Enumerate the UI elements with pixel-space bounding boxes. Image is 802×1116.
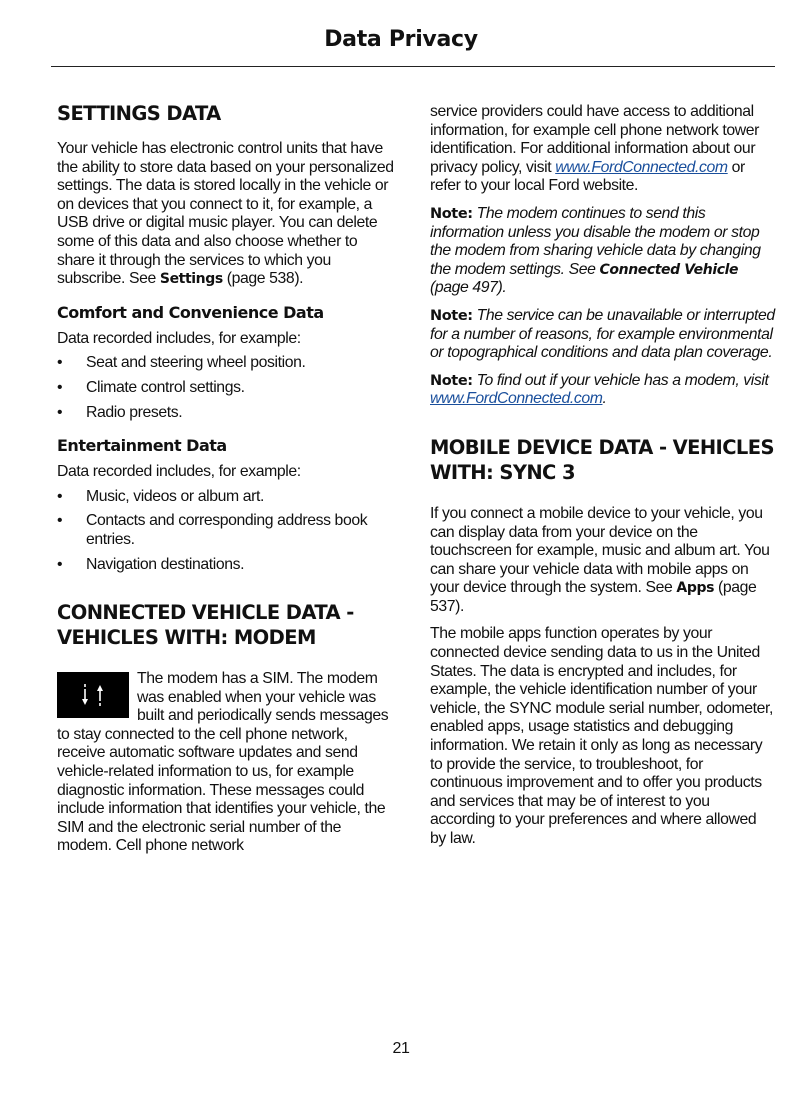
bullet: •	[57, 403, 63, 421]
note-modem-continues: Note: The modem continues to send this information unless you disable the modem or stop the modem from sharing vehicle data by changing the modem settings. See Connected Vehicle (page 497).	[430, 204, 761, 297]
bullet: •	[57, 512, 63, 530]
entertainment-heading: Entertainment Data	[57, 436, 227, 456]
apps-ref: Apps	[676, 580, 715, 597]
list-item: • Navigation destinations.	[57, 555, 245, 573]
comfort-intro: Data recorded includes, for example:	[57, 329, 301, 347]
mobile-device-heading: MOBILE DEVICE DATA - VEHICLES WITH: SYNC 3	[430, 435, 774, 484]
connected-continuation: service providers could have access to additional information, for example cell phone network tower identification. For additional information about our privacy policy, visit www.FordConnected.com or refer to your local Ford website.	[430, 103, 759, 195]
ford-connected-link[interactable]: www.FordConnected.com	[430, 390, 603, 408]
mobile-device-paragraph-1: If you connect a mobile device to your vehicle, you can display data from your device on the touchscreen for example, music and album art. You can share your vehicle data with mobile apps on your device through the system. See Apps (page 537).	[430, 504, 770, 615]
comfort-heading: Comfort and Convenience Data	[57, 302, 324, 322]
settings-data-text: Your vehicle has electronic control units that have the ability to store data based on your personalized settings. The data is stored locally in the vehicle or on devices that you connect to it, for example, a USB drive or digital music player. You can delete some of this data and also choose whether to share it through the services to which you subscribe. See	[57, 140, 394, 288]
note-label: Note:	[430, 372, 473, 389]
list-item: • Seat and steering wheel position.	[57, 354, 306, 372]
list-item: • Contacts and corresponding address book entries.	[57, 512, 368, 548]
left-column	[57, 101, 397, 865]
connected-vehicle-heading: CONNECTED VEHICLE DATA - VEHICLES WITH: MODEM	[57, 601, 354, 650]
title-divider	[51, 66, 775, 67]
settings-data-heading: SETTINGS DATA	[57, 102, 221, 125]
comfort-list	[57, 354, 397, 422]
right-column	[430, 103, 775, 858]
page-title: Data Privacy	[324, 27, 478, 52]
entertainment-list	[57, 488, 397, 574]
bullet: •	[57, 555, 63, 573]
note-label: Note:	[430, 205, 473, 222]
list-item: • Climate control settings.	[57, 378, 245, 396]
modem-arrows-icon	[57, 672, 129, 718]
note-find-modem: Note: To find out if your vehicle has a modem, visit www.FordConnected.com.	[430, 371, 769, 408]
page-number: 21	[392, 1040, 410, 1057]
ford-connected-link[interactable]: www.FordConnected.com	[555, 158, 728, 176]
list-item: • Music, videos or album art.	[57, 487, 264, 505]
mobile-device-paragraph-2: The mobile apps function operates by your connected device sending data to us in the United States. The data is encrypted and includes, for example, the vehicle identification number of your vehicle, the SYNC module serial number, odometer, enabled apps, usage statistics and debugging information. We retain it only as long as necessary to provide the service, to troubleshoot, for continuous improvement and to offer you products and services that may be of interest to you according to your preferences and where allowed by law.	[430, 625, 774, 847]
settings-ref: Settings	[159, 271, 223, 288]
settings-ref-page: (page 538).	[222, 270, 304, 288]
connected-vehicle-ref: Connected Vehicle	[599, 261, 739, 278]
entertainment-intro: Data recorded includes, for example:	[57, 463, 301, 481]
connected-vehicle-paragraph: The modem has a SIM. The modem was enabled when your vehicle was built and periodically sends messages to stay connected to the cell phone network, receive automatic software updates and send vehicle-related information to us, for example diagnostic information. These messages could include information that identifies your vehicle, the SIM and the electronic serial number of the modem. Cell phone network	[57, 670, 389, 855]
bullet: •	[57, 378, 63, 396]
list-item: • Radio presets.	[57, 403, 183, 421]
settings-data-paragraph	[57, 140, 397, 289]
bullet: •	[57, 487, 63, 505]
note-service-unavailable: Note: The service can be unavailable or interrupted for a number of reasons, for example environmental or topographical conditions and data plan coverage.	[430, 306, 775, 362]
note-label: Note:	[430, 307, 473, 324]
connected-vehicle-body	[57, 670, 397, 865]
bullet: •	[57, 354, 63, 372]
